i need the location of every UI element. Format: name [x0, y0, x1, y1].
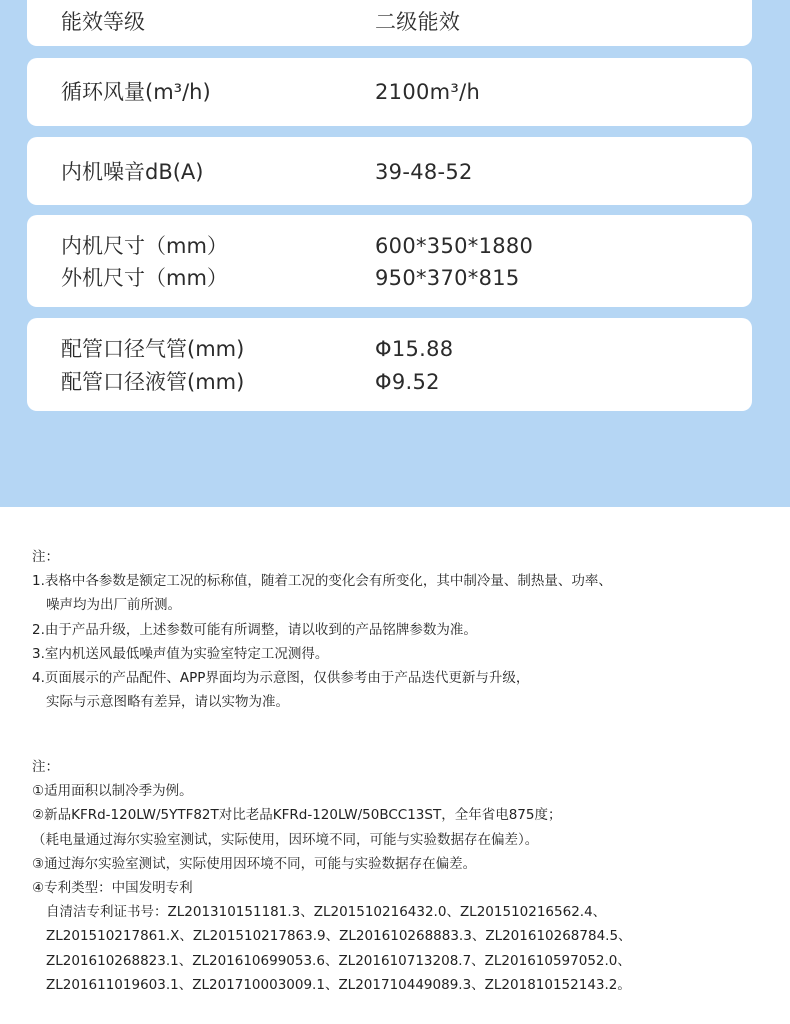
spec-card-airflow [27, 58, 752, 126]
note-line: 实际与示意图略有差异，请以实物为准。 [46, 694, 289, 711]
notes-block-2 [32, 755, 632, 997]
spec-card-energy [27, 0, 752, 46]
note-line: 噪声均为出厂前所测。 [46, 597, 181, 614]
spec-card-pipes [27, 318, 752, 411]
spec-card-noise [27, 137, 752, 205]
spec-value: 2100m³/h [375, 80, 481, 104]
note-line: ZL201611019603.1、ZL201710003009.1、ZL201710449089.3、ZL201810152143.2。 [46, 976, 631, 993]
note-line: 3.室内机送风最低噪声值为实验室特定工况测得。 [32, 645, 329, 662]
note-line: 自清洁专利证书号：ZL201310151181.3、ZL201510216432.0、ZL201510216562.4、 [46, 904, 607, 921]
notes-block-1 [32, 545, 612, 714]
note-line: ②新品KFRd-120LW/5YTF82T对比老品KFRd-120LW/50BCC13ST，全年省电875度； [32, 807, 562, 824]
spec-label: 内机噪音dB(A) [61, 160, 204, 184]
spec-value: 39-48-52 [375, 160, 473, 184]
spec-value: 二级能效 [375, 10, 461, 34]
spec-row-gas-pipe [27, 333, 752, 365]
spec-label: 循环风量(m³/h) [61, 80, 211, 104]
spec-label: 内机尺寸（mm） [61, 234, 228, 258]
spec-label: 能效等级 [61, 10, 145, 34]
spec-row-energy [27, 6, 752, 38]
note-line: ZL201510217861.X、ZL201510217863.9、ZL201610268883.3、ZL201610268784.5、 [46, 928, 632, 945]
spec-label: 配管口径气管(mm) [61, 337, 245, 361]
spec-value: 950*370*815 [375, 266, 520, 290]
note-line: ZL201610268823.1、ZL201610699053.6、ZL201610713208.7、ZL201610597052.0、 [46, 952, 631, 969]
spec-value: 600*350*1880 [375, 234, 534, 258]
spec-row-liquid-pipe [27, 366, 752, 398]
spec-panel [0, 0, 790, 507]
spec-value: Φ15.88 [375, 337, 454, 361]
spec-label: 配管口径液管(mm) [61, 370, 245, 394]
notes-heading: 注： [32, 759, 59, 775]
spec-label: 外机尺寸（mm） [61, 266, 228, 290]
spec-value: Φ9.52 [375, 370, 440, 394]
note-line: ④专利类型：中国发明专利 [32, 879, 193, 896]
note-line: ①适用面积以制冷季为例。 [32, 783, 193, 800]
note-line: 4.页面展示的产品配件、APP界面均为示意图，仅供参考由于产品迭代更新与升级， [32, 669, 530, 686]
spec-row-indoor-size [27, 230, 752, 262]
note-line: （耗电量通过海尔实验室测试，实际使用，因环境不同，可能与实验数据存在偏差）。 [32, 831, 539, 848]
spec-row-outdoor-size [27, 262, 752, 294]
notes-heading: 注： [32, 549, 59, 565]
spec-row-noise [27, 156, 752, 188]
note-line: 1.表格中各参数是额定工况的标称值，随着工况的变化会有所变化，其中制冷量、制热量、功率、 [32, 573, 612, 590]
spec-card-dimensions [27, 215, 752, 307]
spec-row-airflow [27, 76, 752, 108]
note-line: 2.由于产品升级，上述参数可能有所调整，请以收到的产品铭牌参数为准。 [32, 621, 477, 638]
note-line: ③通过海尔实验室测试，实际使用因环境不同，可能与实验数据存在偏差。 [32, 855, 477, 872]
